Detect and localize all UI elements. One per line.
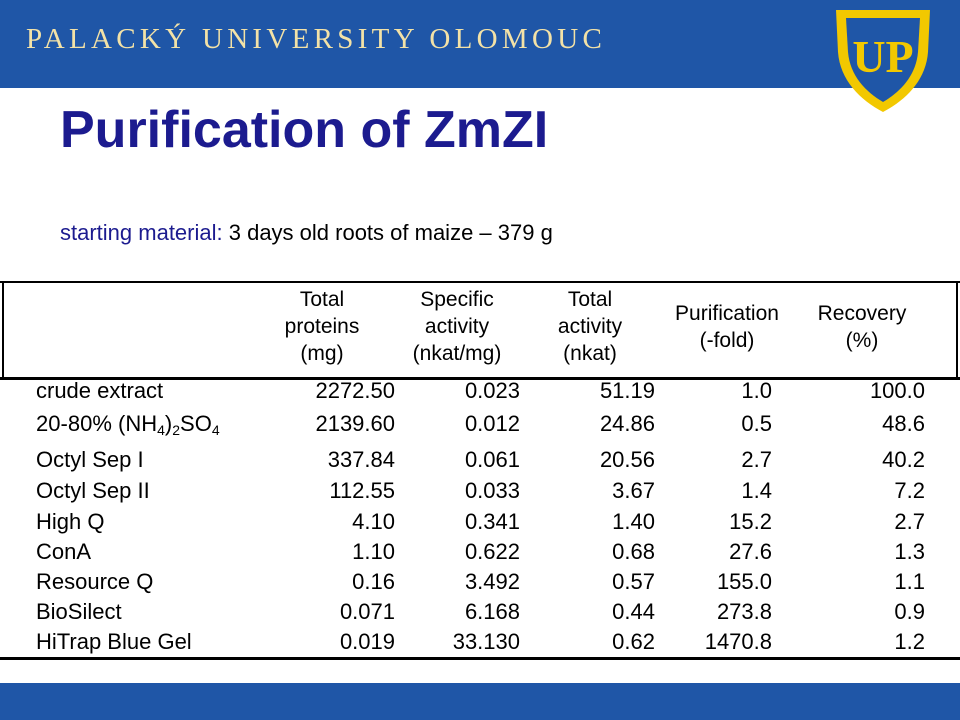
row-total-activity: 0.44 bbox=[612, 599, 655, 624]
table-row bbox=[0, 444, 960, 476]
table-left-border bbox=[2, 282, 4, 378]
row-purification: 1.0 bbox=[741, 378, 772, 403]
row-step: HiTrap Blue Gel bbox=[36, 629, 192, 654]
row-step: High Q bbox=[36, 509, 105, 534]
row-recovery: 40.2 bbox=[882, 447, 925, 472]
university-name: PALACKÝ UNIVERSITY OLOMOUC bbox=[26, 23, 607, 55]
row-specific-activity: 0.341 bbox=[464, 509, 520, 534]
row-recovery: 2.7 bbox=[894, 509, 925, 534]
header-band bbox=[0, 0, 960, 88]
row-total-activity: 20.56 bbox=[599, 447, 655, 472]
header-recovery: Recovery (%) bbox=[817, 302, 907, 352]
row-step: BioSilect bbox=[36, 599, 122, 624]
row-total-protein: 4.10 bbox=[352, 509, 395, 534]
row-specific-activity: 0.023 bbox=[464, 378, 520, 403]
row-recovery: 48.6 bbox=[882, 411, 925, 436]
row-total-protein: 112.55 bbox=[329, 478, 395, 503]
row-total-protein: 0.019 bbox=[339, 629, 395, 654]
row-recovery: 0.9 bbox=[894, 599, 925, 624]
footer-band bbox=[0, 683, 960, 720]
header-total-proteins: Total proteins (mg) bbox=[284, 288, 360, 365]
row-total-activity: 24.86 bbox=[599, 411, 655, 436]
university-crest-icon bbox=[828, 6, 938, 116]
row-specific-activity: 0.033 bbox=[464, 478, 520, 503]
row-specific-activity: 6.168 bbox=[464, 599, 520, 624]
header-purification: Purification (-fold) bbox=[675, 302, 779, 352]
table-row bbox=[0, 626, 960, 658]
row-total-protein: 337.84 bbox=[327, 447, 395, 472]
table-top-rule bbox=[0, 281, 960, 283]
table-row bbox=[0, 566, 960, 598]
row-total-protein: 0.16 bbox=[352, 569, 395, 594]
row-purification: 273.8 bbox=[716, 599, 772, 624]
subtitle-prefix: starting material: bbox=[60, 220, 229, 245]
crest-letters: UP bbox=[852, 31, 914, 82]
row-total-protein: 0.071 bbox=[339, 599, 395, 624]
row-step: Octyl Sep II bbox=[36, 478, 150, 503]
row-step: Octyl Sep I bbox=[36, 447, 144, 472]
row-purification: 15.2 bbox=[729, 509, 772, 534]
row-specific-activity: 0.012 bbox=[464, 411, 520, 436]
row-purification: 155.0 bbox=[716, 569, 772, 594]
header-specific-activity: Specific activity (nkat/mg) bbox=[412, 288, 502, 365]
row-purification: 2.7 bbox=[741, 447, 772, 472]
slide-title: Purification of ZmZI bbox=[60, 101, 549, 159]
row-step-ammonium-sulfate: 20-80% $(NH_4)_2SO_4$ bbox=[36, 411, 220, 438]
row-specific-activity: 33.130 bbox=[452, 629, 520, 654]
row-recovery: 7.2 bbox=[894, 478, 925, 503]
table-row bbox=[0, 536, 960, 568]
row-total-protein: 1.10 bbox=[352, 539, 395, 564]
row-total-activity: 0.68 bbox=[612, 539, 655, 564]
row-recovery: 1.3 bbox=[894, 539, 925, 564]
table-row bbox=[0, 506, 960, 538]
subtitle-value: 3 days old roots of maize – 379 g bbox=[228, 220, 553, 245]
row-step: crude extract bbox=[36, 378, 164, 403]
table-row bbox=[0, 408, 960, 440]
table-row bbox=[0, 475, 960, 507]
row-total-activity: 0.62 bbox=[612, 629, 655, 654]
row-purification: 1470.8 bbox=[704, 629, 772, 654]
row-specific-activity: 3.492 bbox=[464, 569, 520, 594]
row-recovery: 1.1 bbox=[894, 569, 925, 594]
row-specific-activity: 0.061 bbox=[464, 447, 520, 472]
row-total-activity: 0.57 bbox=[612, 569, 655, 594]
row-specific-activity: 0.622 bbox=[464, 539, 520, 564]
row-recovery: 1.2 bbox=[894, 629, 925, 654]
table-row bbox=[0, 375, 960, 407]
subtitle bbox=[60, 220, 553, 246]
row-total-activity: 1.40 bbox=[612, 509, 655, 534]
row-step: Resource Q bbox=[36, 569, 154, 594]
row-purification: 27.6 bbox=[729, 539, 772, 564]
row-purification: 1.4 bbox=[741, 478, 772, 503]
table-row bbox=[0, 596, 960, 628]
row-total-protein: 2272.50 bbox=[315, 378, 395, 403]
header-total-activity: Total activity (nkat) bbox=[557, 288, 623, 365]
row-total-activity: 3.67 bbox=[612, 478, 655, 503]
table-right-border bbox=[956, 282, 958, 378]
row-step: ConA bbox=[36, 539, 92, 564]
row-total-protein: 2139.60 bbox=[315, 411, 395, 436]
row-total-activity: 51.19 bbox=[599, 378, 655, 403]
row-purification: 0.5 bbox=[741, 411, 772, 436]
row-recovery: 100.0 bbox=[869, 378, 925, 403]
